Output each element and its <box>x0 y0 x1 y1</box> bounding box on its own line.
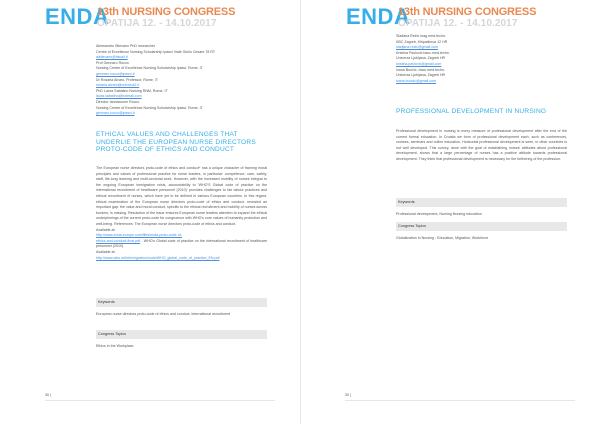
author-email-link[interactable]: gennaro.rocco@ipasvi.it <box>96 111 135 116</box>
author-line: PhD Laura Sabatino Nursing RNM, Rome, IT <box>96 88 168 93</box>
congress-topics-heading: Congress Topics <box>396 222 567 231</box>
keywords-text: European nurse directors proto-code of ethics and conduct, international recruitment <box>96 312 231 316</box>
author-email-link[interactable]: alstievano@tiscali.it <box>96 55 128 60</box>
congress-title: 13th NURSING CONGRESS <box>398 6 537 18</box>
author-list <box>396 34 576 84</box>
article-title: ETHICAL VALUES AND CHALLENGES THAT UNDERLIE THE EUROPEAN NURSE DIRECTORS PROTO-CODE OF ETHICS AND CONDUCT <box>96 131 256 154</box>
reference-text: - WHO's Global code of practice on the international recruitment of healthcare personnel (2010). <box>96 238 267 249</box>
congress-banner <box>398 6 536 29</box>
author-list <box>96 44 276 117</box>
author-line: Dr Rosaria Alvaro, Professor, Rome, IT <box>96 77 159 82</box>
congress-topics-section <box>396 222 567 242</box>
author-line: Kristina Pavlović bacc.med.techn. <box>396 50 450 55</box>
article-body <box>96 166 267 261</box>
author-line: Nursing Centre of Excellence Nursing Scholarship Ipasvi, Rome, IT <box>96 66 203 71</box>
author-line: Centre of Excellence Nursing Scholarship Ipasvi Viale Giulio Cesare 78 RT <box>96 49 216 54</box>
footer-divider <box>45 400 275 401</box>
enda-logo: ENDA <box>45 4 110 29</box>
reference-link-cont[interactable]: ethics-and-conduct-final.pdf <box>96 238 141 243</box>
congress-title: 13th NURSING CONGRESS <box>97 6 236 18</box>
author-line: KBC Zagreb, Kišpatićeva 12 HR <box>396 39 448 44</box>
article-body <box>396 129 567 163</box>
abstract-text: The European nurse directors proto-code of ethics and conduct* has a unique character of framing moral principles and values of professional practice for nurse leaders, in particular: competence, care, safety, staff, life-long learning and multi-sectorial work. However, with the increased mobility of nurses integral to the ongoing European immigration crisis, accountability to 'WHO'S Global code of practice on the international recruitment of healthcare personnel (2010)' provides challenges to fair labour practices and ethical recruitment of nurses, which have yet to be defined in various European countries. In this regard, ethical examination of the European nurse directors proto-code of ethics and conduct, revealed an important gap: the value and moral conduct, specific to the ethical recruitment and mobility of nurses across borders, is missing. Resolution of the issue ensures European nurse leaders attention to expand the ethical underpinnings of the current proto-code for congruence with WHO's core values of humanity protection and well-being. References: The European nurse directors proto-code of ethics and conduct. <box>96 166 267 226</box>
congress-banner <box>97 6 235 29</box>
author-email-link[interactable]: rosaria.alvaro@uniroma2.it <box>96 83 140 88</box>
reference-link[interactable]: http://www.who.int/hrh/migration/code/WHO_global_code_of_practice_EN.pdf <box>96 255 220 260</box>
author-email-link[interactable]: laura.sabatino@hotmail.com <box>96 94 142 99</box>
author-email-link[interactable]: ivana.buncic@gmail.com <box>396 78 437 83</box>
keywords-section <box>396 198 567 218</box>
page-number: 30 | <box>345 393 351 397</box>
page-number: 30 | <box>45 393 51 397</box>
author-line: Director Iannaccone Rocco <box>96 99 140 104</box>
author-line: Nursing Centre of Excellence Nursing Scholarship Ipasvi, Rome, IT <box>96 105 203 110</box>
abstract-text: Professional development in nursing is every measure of professional development after the end of the current formal education. In Croatia we form of professional development each, such as conferences, courses, seminars and online education. Horizontal professional development is seen, in other countries is not well developed. This survey, done with the goal of establishing nurses' attitudes about professional development, shows that a large percentage of nurses has a positive attitude towards professional development. They think that professional development is necessary for the furthering of the profession. <box>396 129 567 161</box>
keywords-section <box>96 298 267 318</box>
author-line: Prof Gennaro Rocco <box>96 60 129 65</box>
author-line: Slađana Režić mag.med.techn. <box>396 34 446 38</box>
congress-topics-text: Globalization in Nursing - Education, Migration, Workforce <box>396 236 489 240</box>
keywords-text: Professional development, Nursing Nursing education <box>396 212 482 216</box>
congress-place-date: OPATIJA 12. - 14.10.2017 <box>97 18 217 29</box>
available-label: Available at: <box>96 227 116 232</box>
author-email-link[interactable]: sladjana.rezic@gmail.com <box>396 45 438 50</box>
author-line: Univerza Ljubljana, Zagreb HR <box>396 56 446 61</box>
right-page <box>300 0 600 424</box>
keywords-heading: Keywords <box>96 298 267 307</box>
author-line: Univerza Ljubljana, Zagreb HR <box>396 73 446 78</box>
keywords-heading: Keywords <box>396 198 567 207</box>
congress-topics-section <box>96 330 267 350</box>
enda-logo: ENDA <box>346 4 411 29</box>
author-email-link[interactable]: gennaro.rocco@ipasvi.it <box>96 71 135 76</box>
footer-divider <box>345 400 575 401</box>
congress-topics-heading: Congress Topics <box>96 330 267 339</box>
congress-topics-text: Ethics in the Workplace <box>96 344 134 348</box>
author-line: Ivana Bunčić, bacc.med.techn. <box>396 67 445 72</box>
author-line: Alessandro Stievano PhD researcher <box>96 44 156 48</box>
article-title: PROFESSIONAL DEVELOPMENT IN NURSING <box>396 108 547 115</box>
congress-place-date: OPATIJA 12. - 14.10.2017 <box>398 18 518 29</box>
author-email-link[interactable]: kristina.pavlovic@gmail.com <box>396 61 442 66</box>
available-label: Available at: <box>96 249 116 254</box>
reference-link[interactable]: http://www.enda-europe.com/files/enda-proto-code-of- <box>96 233 182 238</box>
